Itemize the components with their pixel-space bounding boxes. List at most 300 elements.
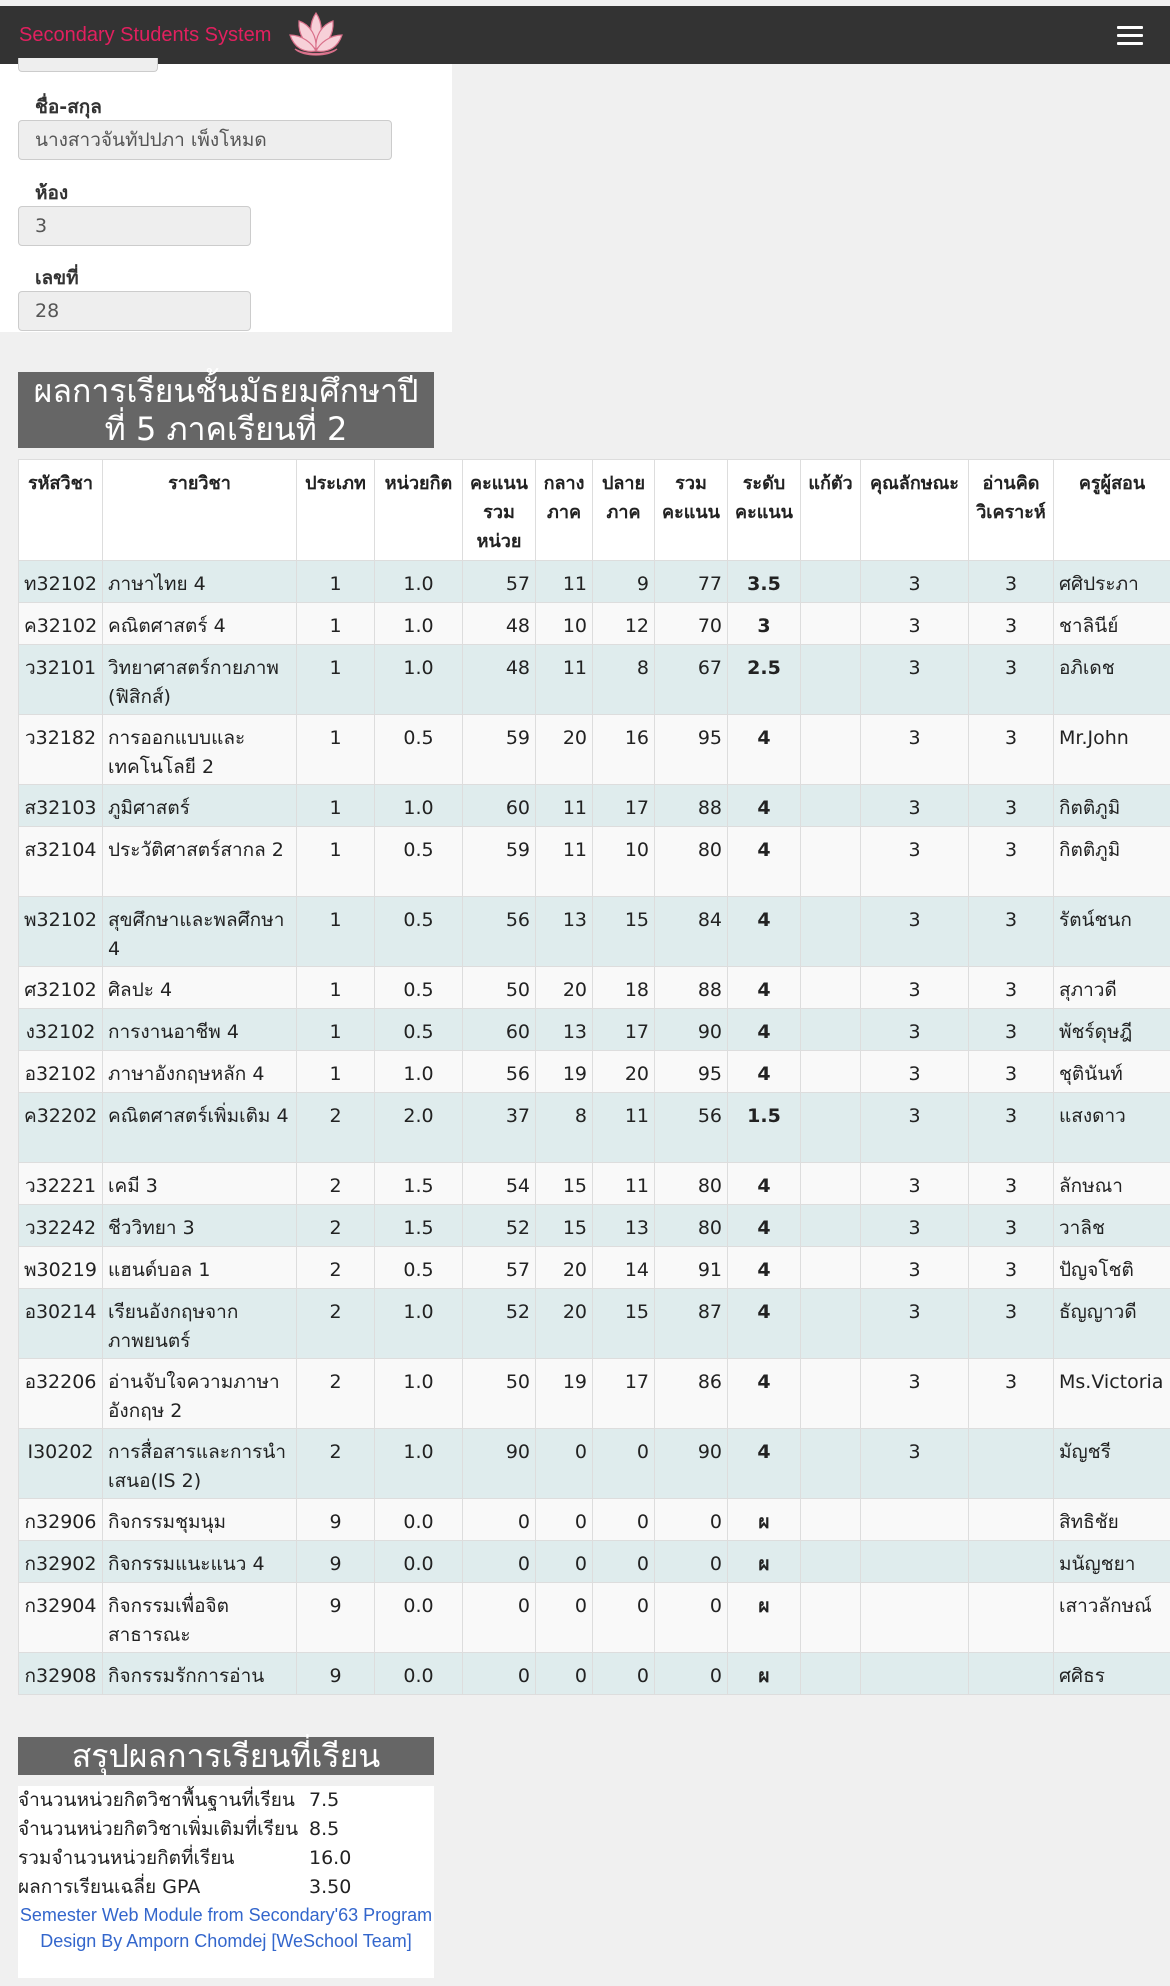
- cell-retest: [801, 1093, 861, 1163]
- cell-trait: 3: [861, 1289, 969, 1359]
- cell-code: ก32902: [19, 1541, 103, 1583]
- cell-credit: 1.0: [375, 1429, 463, 1499]
- cell-grade: 4: [728, 715, 801, 785]
- summary-row: [18, 1844, 434, 1873]
- cell-teacher: ธัญญาวดี: [1054, 1289, 1170, 1359]
- cell-final: 16: [593, 715, 655, 785]
- header-final: ปลาย ภาค: [593, 460, 655, 561]
- cell-code: ค32102: [19, 603, 103, 645]
- cell-reading: 3: [969, 1009, 1054, 1051]
- cell-unit-score: 48: [463, 603, 536, 645]
- cell-total: 88: [655, 967, 728, 1009]
- cell-grade: 4: [728, 1247, 801, 1289]
- cell-subject: อ่านจับใจความภาษาอังกฤษ 2: [103, 1359, 297, 1429]
- table-row: [19, 1247, 1170, 1289]
- cell-retest: [801, 1429, 861, 1499]
- header-code: รหัสวิชา: [19, 460, 103, 561]
- cell-grade: 4: [728, 1359, 801, 1429]
- cell-final: 11: [593, 1093, 655, 1163]
- room-field[interactable]: 3: [18, 206, 251, 246]
- cell-trait: [861, 1499, 969, 1541]
- cell-trait: 3: [861, 1429, 969, 1499]
- cell-credit: 0.5: [375, 715, 463, 785]
- cell-subject: คณิตศาสตร์เพิ่มเติม 4: [103, 1093, 297, 1163]
- cell-final: 15: [593, 1289, 655, 1359]
- cell-grade: ผ: [728, 1499, 801, 1541]
- cell-credit: 0.5: [375, 827, 463, 897]
- table-row: [19, 827, 1170, 897]
- cell-retest: [801, 1653, 861, 1695]
- header-trait: คุณลักษณะ: [861, 460, 969, 561]
- cell-retest: [801, 1009, 861, 1051]
- cell-subject: กิจกรรมรักการอ่าน: [103, 1653, 297, 1695]
- cell-midterm: 0: [536, 1499, 593, 1541]
- cell-total: 67: [655, 645, 728, 715]
- number-field[interactable]: 28: [18, 291, 251, 331]
- cell-midterm: 15: [536, 1205, 593, 1247]
- cell-type: 9: [297, 1583, 375, 1653]
- cell-unit-score: 0: [463, 1583, 536, 1653]
- cell-type: 1: [297, 1009, 375, 1051]
- cell-trait: 3: [861, 897, 969, 967]
- cell-type: 2: [297, 1289, 375, 1359]
- cell-credit: 2.0: [375, 1093, 463, 1163]
- cell-final: 17: [593, 1009, 655, 1051]
- cell-reading: [969, 1499, 1054, 1541]
- cell-total: 0: [655, 1583, 728, 1653]
- cell-retest: [801, 645, 861, 715]
- summary-title: สรุปผลการเรียนที่เรียน: [18, 1737, 434, 1775]
- cell-teacher: เสาวลักษณ์: [1054, 1583, 1170, 1653]
- cell-reading: [969, 1541, 1054, 1583]
- cell-teacher: มนัญชยา: [1054, 1541, 1170, 1583]
- cell-type: 1: [297, 785, 375, 827]
- cell-final: 20: [593, 1051, 655, 1093]
- room-label: ห้อง: [35, 182, 69, 204]
- cell-final: 13: [593, 1205, 655, 1247]
- cell-subject: กิจกรรมเพื่อจิตสาธารณะ: [103, 1583, 297, 1653]
- cell-trait: 3: [861, 827, 969, 897]
- cell-final: 15: [593, 897, 655, 967]
- cell-retest: [801, 603, 861, 645]
- cell-credit: 0.5: [375, 1247, 463, 1289]
- cell-unit-score: 37: [463, 1093, 536, 1163]
- cell-type: 1: [297, 1051, 375, 1093]
- cell-trait: 3: [861, 645, 969, 715]
- cell-teacher: พัชร์ดุษฎี: [1054, 1009, 1170, 1051]
- cell-total: 95: [655, 715, 728, 785]
- cell-type: 2: [297, 1429, 375, 1499]
- cell-subject: สุขศึกษาและพลศึกษา 4: [103, 897, 297, 967]
- cell-retest: [801, 1289, 861, 1359]
- cell-credit: 1.5: [375, 1205, 463, 1247]
- cell-reading: 3: [969, 1051, 1054, 1093]
- cell-total: 0: [655, 1499, 728, 1541]
- cell-type: 9: [297, 1653, 375, 1695]
- cell-code: ว32182: [19, 715, 103, 785]
- cell-final: 0: [593, 1653, 655, 1695]
- cell-teacher: สิทธิชัย: [1054, 1499, 1170, 1541]
- header-reading: อ่านคิด วิเคราะห์: [969, 460, 1054, 561]
- cell-reading: 3: [969, 827, 1054, 897]
- cell-final: 14: [593, 1247, 655, 1289]
- table-row: [19, 967, 1170, 1009]
- cell-midterm: 0: [536, 1429, 593, 1499]
- cell-type: 2: [297, 1359, 375, 1429]
- cell-total: 80: [655, 1163, 728, 1205]
- cell-retest: [801, 1359, 861, 1429]
- cell-retest: [801, 1541, 861, 1583]
- cell-unit-score: 60: [463, 1009, 536, 1051]
- cell-credit: 1.0: [375, 1359, 463, 1429]
- header-teacher: ครูผู้สอน: [1054, 460, 1170, 561]
- cell-total: 80: [655, 1205, 728, 1247]
- field-input-stub: [18, 58, 158, 72]
- summary-label: ผลการเรียนเฉลี่ย GPA: [18, 1876, 201, 1898]
- cell-trait: 3: [861, 1205, 969, 1247]
- cell-grade: ผ: [728, 1583, 801, 1653]
- cell-type: 2: [297, 1205, 375, 1247]
- cell-unit-score: 57: [463, 561, 536, 603]
- cell-teacher: แสงดาว: [1054, 1093, 1170, 1163]
- table-row: [19, 897, 1170, 967]
- cell-total: 87: [655, 1289, 728, 1359]
- cell-reading: [969, 1583, 1054, 1653]
- summary-label: รวมจำนวนหน่วยกิตที่เรียน: [18, 1847, 235, 1869]
- cell-trait: [861, 1541, 969, 1583]
- cell-grade: 1.5: [728, 1093, 801, 1163]
- cell-subject: แฮนด์บอล 1: [103, 1247, 297, 1289]
- cell-retest: [801, 785, 861, 827]
- cell-total: 86: [655, 1359, 728, 1429]
- cell-reading: 3: [969, 561, 1054, 603]
- summary-value: 16.0: [309, 1847, 352, 1869]
- cell-retest: [801, 1499, 861, 1541]
- cell-midterm: 8: [536, 1093, 593, 1163]
- cell-midterm: 20: [536, 715, 593, 785]
- header-type: ประเภท: [297, 460, 375, 561]
- cell-total: 80: [655, 827, 728, 897]
- table-row: [19, 715, 1170, 785]
- summary-label: จำนวนหน่วยกิตวิชาพื้นฐานที่เรียน: [18, 1789, 295, 1811]
- cell-midterm: 11: [536, 645, 593, 715]
- cell-midterm: 20: [536, 1289, 593, 1359]
- cell-code: I30202: [19, 1429, 103, 1499]
- cell-subject: ชีววิทยา 3: [103, 1205, 297, 1247]
- cell-total: 70: [655, 603, 728, 645]
- cell-credit: 0.0: [375, 1653, 463, 1695]
- cell-credit: 0.5: [375, 897, 463, 967]
- cell-grade: 4: [728, 827, 801, 897]
- cell-subject: เคมี 3: [103, 1163, 297, 1205]
- cell-reading: 3: [969, 1093, 1054, 1163]
- cell-reading: 3: [969, 785, 1054, 827]
- summary-row: [18, 1873, 434, 1902]
- cell-reading: 3: [969, 897, 1054, 967]
- cell-credit: 1.0: [375, 645, 463, 715]
- cell-type: 1: [297, 827, 375, 897]
- cell-retest: [801, 827, 861, 897]
- cell-credit: 1.0: [375, 1051, 463, 1093]
- cell-subject: คณิตศาสตร์ 4: [103, 603, 297, 645]
- cell-final: 0: [593, 1499, 655, 1541]
- cell-unit-score: 57: [463, 1247, 536, 1289]
- student-info-panel: [0, 64, 452, 332]
- table-row: [19, 785, 1170, 827]
- cell-teacher: ศศิประภา: [1054, 561, 1170, 603]
- cell-trait: 3: [861, 1163, 969, 1205]
- number-label: เลขที่: [35, 267, 79, 289]
- cell-code: ส32103: [19, 785, 103, 827]
- cell-final: 0: [593, 1583, 655, 1653]
- cell-code: ค32202: [19, 1093, 103, 1163]
- cell-type: 1: [297, 967, 375, 1009]
- summary-row: [18, 1786, 434, 1815]
- grades-table: [18, 459, 1170, 1695]
- header-grade: ระดับ คะแนน: [728, 460, 801, 561]
- hamburger-icon[interactable]: [1108, 20, 1152, 50]
- cell-reading: 3: [969, 715, 1054, 785]
- cell-subject: การสื่อสารและการนำเสนอ(IS 2): [103, 1429, 297, 1499]
- cell-subject: ศิลปะ 4: [103, 967, 297, 1009]
- cell-code: ส32104: [19, 827, 103, 897]
- cell-credit: 1.0: [375, 1289, 463, 1359]
- cell-code: ก32908: [19, 1653, 103, 1695]
- cell-reading: 3: [969, 645, 1054, 715]
- cell-unit-score: 0: [463, 1541, 536, 1583]
- cell-unit-score: 56: [463, 1051, 536, 1093]
- cell-code: อ30214: [19, 1289, 103, 1359]
- cell-retest: [801, 1205, 861, 1247]
- cell-final: 17: [593, 1359, 655, 1429]
- summary-value: 3.50: [309, 1876, 352, 1898]
- cell-midterm: 19: [536, 1051, 593, 1093]
- cell-trait: 3: [861, 1009, 969, 1051]
- cell-code: ก32904: [19, 1583, 103, 1653]
- cell-reading: 3: [969, 1359, 1054, 1429]
- summary-value: 8.5: [309, 1818, 340, 1840]
- cell-midterm: 20: [536, 1247, 593, 1289]
- cell-credit: 0.5: [375, 1009, 463, 1051]
- cell-credit: 1.0: [375, 785, 463, 827]
- cell-teacher: สุภาวดี: [1054, 967, 1170, 1009]
- cell-teacher: กิตติภูมิ: [1054, 827, 1170, 897]
- cell-credit: 1.0: [375, 603, 463, 645]
- lotus-icon: [287, 9, 345, 61]
- cell-total: 77: [655, 561, 728, 603]
- cell-unit-score: 50: [463, 1359, 536, 1429]
- cell-credit: 0.0: [375, 1583, 463, 1653]
- cell-grade: 2.5: [728, 645, 801, 715]
- cell-total: 90: [655, 1009, 728, 1051]
- cell-subject: เรียนอังกฤษจากภาพยนตร์: [103, 1289, 297, 1359]
- cell-code: อ32206: [19, 1359, 103, 1429]
- cell-unit-score: 0: [463, 1653, 536, 1695]
- cell-teacher: ลักษณา: [1054, 1163, 1170, 1205]
- cell-code: ก32906: [19, 1499, 103, 1541]
- cell-unit-score: 48: [463, 645, 536, 715]
- cell-midterm: 13: [536, 1009, 593, 1051]
- cell-type: 9: [297, 1541, 375, 1583]
- header-retest: แก้ตัว: [801, 460, 861, 561]
- cell-type: 9: [297, 1499, 375, 1541]
- cell-type: 1: [297, 897, 375, 967]
- cell-teacher: ชุตินันท์: [1054, 1051, 1170, 1093]
- cell-unit-score: 0: [463, 1499, 536, 1541]
- cell-retest: [801, 967, 861, 1009]
- cell-credit: 0.0: [375, 1541, 463, 1583]
- cell-grade: 4: [728, 1051, 801, 1093]
- summary-panel: [18, 1786, 434, 1978]
- cell-total: 56: [655, 1093, 728, 1163]
- brand-title[interactable]: Secondary Students System: [19, 23, 272, 46]
- navbar: [0, 6, 1170, 64]
- cell-trait: 3: [861, 561, 969, 603]
- cell-midterm: 13: [536, 897, 593, 967]
- cell-reading: 3: [969, 1289, 1054, 1359]
- cell-unit-score: 59: [463, 715, 536, 785]
- cell-midterm: 11: [536, 785, 593, 827]
- cell-grade: ผ: [728, 1653, 801, 1695]
- cell-teacher: รัตน์ชนก: [1054, 897, 1170, 967]
- cell-type: 2: [297, 1247, 375, 1289]
- cell-grade: 4: [728, 1009, 801, 1051]
- table-row: [19, 1051, 1170, 1093]
- cell-midterm: 0: [536, 1583, 593, 1653]
- cell-total: 0: [655, 1541, 728, 1583]
- cell-trait: [861, 1583, 969, 1653]
- cell-reading: 3: [969, 603, 1054, 645]
- cell-credit: 0.0: [375, 1499, 463, 1541]
- cell-grade: 4: [728, 1289, 801, 1359]
- cell-retest: [801, 561, 861, 603]
- cell-type: 2: [297, 1163, 375, 1205]
- cell-total: 95: [655, 1051, 728, 1093]
- cell-midterm: 19: [536, 1359, 593, 1429]
- cell-reading: [969, 1429, 1054, 1499]
- grades-title-line2: ที่ 5 ภาคเรียนที่ 2: [104, 410, 348, 448]
- summary-value: 7.5: [309, 1789, 340, 1811]
- cell-subject: การออกแบบและเทคโนโลยี 2: [103, 715, 297, 785]
- cell-code: ว32221: [19, 1163, 103, 1205]
- grades-header-row: [19, 460, 1170, 561]
- cell-trait: 3: [861, 1093, 969, 1163]
- cell-unit-score: 52: [463, 1289, 536, 1359]
- cell-unit-score: 54: [463, 1163, 536, 1205]
- cell-credit: 0.5: [375, 967, 463, 1009]
- cell-code: อ32102: [19, 1051, 103, 1093]
- header-total: รวม คะแนน: [655, 460, 728, 561]
- cell-subject: กิจกรรมชุมนุม: [103, 1499, 297, 1541]
- cell-type: 1: [297, 561, 375, 603]
- name-field[interactable]: นางสาวจันทัปปภา เพ็งโหมด: [18, 120, 392, 160]
- header-credit: หน่วยกิต: [375, 460, 463, 561]
- cell-type: 1: [297, 645, 375, 715]
- cell-total: 91: [655, 1247, 728, 1289]
- table-row: [19, 1009, 1170, 1051]
- cell-final: 9: [593, 561, 655, 603]
- cell-unit-score: 56: [463, 897, 536, 967]
- cell-type: 2: [297, 1093, 375, 1163]
- cell-midterm: 20: [536, 967, 593, 1009]
- table-row: [19, 1205, 1170, 1247]
- cell-midterm: 0: [536, 1541, 593, 1583]
- cell-midterm: 11: [536, 561, 593, 603]
- cell-final: 18: [593, 967, 655, 1009]
- cell-subject: ภาษาอังกฤษหลัก 4: [103, 1051, 297, 1093]
- cell-reading: 3: [969, 967, 1054, 1009]
- cell-final: 8: [593, 645, 655, 715]
- cell-code: ว32242: [19, 1205, 103, 1247]
- cell-type: 1: [297, 603, 375, 645]
- cell-grade: ผ: [728, 1541, 801, 1583]
- header-midterm: กลาง ภาค: [536, 460, 593, 561]
- cell-grade: 4: [728, 1163, 801, 1205]
- name-label: ชื่อ-สกุล: [35, 96, 102, 118]
- cell-reading: 3: [969, 1247, 1054, 1289]
- cell-code: ง32102: [19, 1009, 103, 1051]
- cell-teacher: Mr.John: [1054, 715, 1170, 785]
- summary-row: [18, 1815, 434, 1844]
- grades-title: [18, 372, 434, 448]
- cell-final: 10: [593, 827, 655, 897]
- cell-code: พ32102: [19, 897, 103, 967]
- table-row: [19, 1583, 1170, 1653]
- cell-grade: 4: [728, 785, 801, 827]
- cell-trait: 3: [861, 1051, 969, 1093]
- cell-grade: 3.5: [728, 561, 801, 603]
- cell-credit: 1.5: [375, 1163, 463, 1205]
- cell-total: 88: [655, 785, 728, 827]
- table-row: [19, 1093, 1170, 1163]
- cell-reading: 3: [969, 1205, 1054, 1247]
- cell-trait: 3: [861, 603, 969, 645]
- cell-trait: 3: [861, 715, 969, 785]
- cell-grade: 4: [728, 967, 801, 1009]
- cell-type: 1: [297, 715, 375, 785]
- cell-subject: ภาษาไทย 4: [103, 561, 297, 603]
- cell-subject: การงานอาชีพ 4: [103, 1009, 297, 1051]
- cell-grade: 3: [728, 603, 801, 645]
- summary-label: จำนวนหน่วยกิตวิชาเพิ่มเติมที่เรียน: [18, 1818, 299, 1840]
- table-row: [19, 1541, 1170, 1583]
- cell-teacher: อภิเดช: [1054, 645, 1170, 715]
- cell-code: ศ32102: [19, 967, 103, 1009]
- cell-subject: กิจกรรมแนะแนว 4: [103, 1541, 297, 1583]
- table-row: [19, 561, 1170, 603]
- cell-trait: 3: [861, 785, 969, 827]
- cell-final: 17: [593, 785, 655, 827]
- cell-credit: 1.0: [375, 561, 463, 603]
- cell-teacher: วาลิช: [1054, 1205, 1170, 1247]
- cell-trait: 3: [861, 967, 969, 1009]
- footer-credit-link[interactable]: Semester Web Module from Secondary'63 Program Design By Amporn Chomdej [WeSchool Team]: [19, 1905, 433, 1951]
- table-row: [19, 1499, 1170, 1541]
- cell-teacher: กิตติภูมิ: [1054, 785, 1170, 827]
- cell-subject: ประวัติศาสตร์สากล 2: [103, 827, 297, 897]
- cell-midterm: 10: [536, 603, 593, 645]
- cell-teacher: ชาลินีย์: [1054, 603, 1170, 645]
- cell-unit-score: 50: [463, 967, 536, 1009]
- cell-trait: 3: [861, 1359, 969, 1429]
- cell-final: 0: [593, 1541, 655, 1583]
- cell-midterm: 0: [536, 1653, 593, 1695]
- table-row: [19, 1359, 1170, 1429]
- table-row: [19, 645, 1170, 715]
- cell-teacher: Ms.Victoria: [1054, 1359, 1170, 1429]
- cell-teacher: ศศิธร: [1054, 1653, 1170, 1695]
- table-row: [19, 1163, 1170, 1205]
